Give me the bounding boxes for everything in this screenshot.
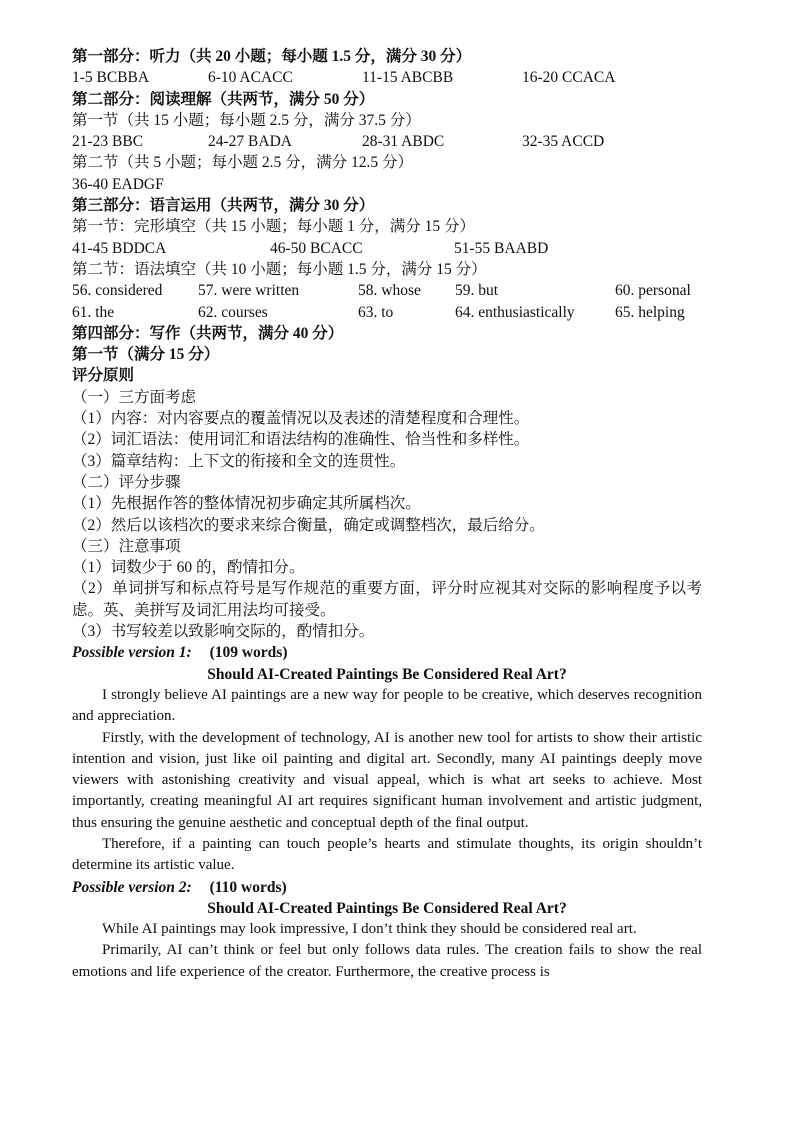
version1-essay: [72, 685, 702, 877]
part2-section1-answers: [72, 131, 702, 152]
part4-heading: 第四部分：写作（共两节，满分 40 分）: [72, 324, 344, 342]
version2-essay: [72, 919, 702, 983]
grammar-answer: 56. considered: [72, 282, 163, 300]
aspect-item: （2）词汇语法：使用词汇和语法结构的准确性、恰当性和多样性。: [72, 431, 530, 449]
essay-paragraph: Primarily, AI can’t think or feel but only follows data rules. The creation fails to show the real emotions and life experience of the creator. Furthermore, the creative process is: [72, 942, 702, 980]
grammar-answer: 65. helping: [615, 303, 685, 321]
notes-title: （三）注意事项: [72, 537, 181, 555]
step-item: （1）先根据作答的整体情况初步确定其所属档次。: [72, 495, 421, 513]
answer-group: 46-50 BCACC: [270, 239, 363, 257]
essay-paragraph: While AI paintings may look impressive, I don’t think they should be considered real art.: [102, 921, 637, 938]
grammar-answer: 62. courses: [198, 303, 268, 321]
answer-group: 11-15 ABCBB: [362, 69, 454, 87]
part2-section2-heading: 第二节（共 5 小题；每小题 2.5 分，满分 12.5 分）: [72, 154, 414, 172]
essay-paragraph: I strongly believe AI paintings are a new way for people to be creative, which deserves recognition and appreciation.: [72, 686, 702, 725]
scoring-principles-title: 评分原则: [72, 367, 135, 385]
grammar-answers-row1: [72, 280, 702, 301]
part2-section2-answer: 36-40 EADGF: [72, 175, 164, 193]
version1-word-count: (109 words): [209, 644, 288, 662]
part1-answers: [72, 67, 702, 88]
version2-label: Possible version 2:: [72, 878, 192, 896]
answer-group: 28-31 ABDC: [362, 133, 445, 151]
grammar-answer: 63. to: [358, 303, 394, 321]
version2-header: [72, 877, 702, 898]
version2-word-count: (110 words): [209, 878, 287, 896]
aspect-item: （1）内容：对内容要点的覆盖情况以及表述的清楚程度和合理性。: [72, 410, 530, 428]
answer-group: 16-20 CCACA: [522, 69, 616, 87]
part1-heading: 第一部分：听力（共 20 小题；每小题 1.5 分，满分 30 分）: [72, 48, 472, 65]
answer-group: 51-55 BAABD: [454, 239, 549, 257]
answer-group: 32-35 ACCD: [522, 133, 605, 151]
version1-header: [72, 642, 702, 663]
grammar-answer: 57. were written: [198, 282, 300, 300]
part3-section1-heading: 第一节：完形填空（共 15 小题；每小题 1 分，满分 15 分）: [72, 218, 476, 236]
aspects-title: （一）三方面考虑: [72, 388, 197, 406]
part4-section1-heading: 第一节（满分 15 分）: [72, 346, 220, 364]
aspect-item: （3）篇章结构：上下文的衔接和全文的连贯性。: [72, 452, 406, 470]
grammar-answer: 60. personal: [615, 282, 691, 300]
essay-paragraph: Therefore, if a painting can touch people’s hearts and stimulate thoughts, its origin shouldn’t determine its artistic value.: [72, 835, 702, 874]
note-item: （3）书写较差以致影响交际的，酌情扣分。: [72, 623, 375, 641]
version1-label: Possible version 1:: [72, 644, 192, 662]
part3-section1-answers: [72, 238, 702, 259]
part2-heading: 第二部分：阅读理解（共两节，满分 50 分）: [72, 90, 375, 108]
note-item: （2）单词拼写和标点符号是写作规范的重要方面，评分时应视其对交际的影响程度予以考虑。英、美拼写及词汇用法均可接受。: [72, 580, 702, 619]
part3-section2-heading: 第二节：语法填空（共 10 小题；每小题 1.5 分，满分 15 分）: [72, 260, 487, 278]
grammar-answer: 64. enthusiastically: [455, 303, 575, 321]
answer-group: 24-27 BADA: [208, 133, 292, 151]
grammar-answer: 59. but: [455, 282, 499, 300]
answer-group: 21-23 BBC: [72, 133, 144, 151]
steps-title: （二）评分步骤: [72, 473, 181, 491]
part2-section1-heading: 第一节（共 15 小题；每小题 2.5 分，满分 37.5 分）: [72, 111, 421, 129]
note-item: （1）词数少于 60 的，酌情扣分。: [72, 559, 305, 577]
version1-title: Should AI-Created Paintings Be Considered Real Art?: [207, 665, 567, 683]
step-item: （2）然后以该档次的要求来综合衡量，确定或调整档次，最后给分。: [72, 516, 545, 534]
answer-group: 1-5 BCBBA: [72, 69, 150, 87]
grammar-answer: 61. the: [72, 303, 115, 321]
answer-key-document: [72, 46, 702, 983]
version2-title: Should AI-Created Paintings Be Considered Real Art?: [207, 899, 567, 917]
answer-group: 6-10 ACACC: [208, 69, 293, 87]
grammar-answers-row2: [72, 302, 702, 323]
answer-group: 41-45 BDDCA: [72, 239, 167, 257]
part3-heading: 第三部分：语言运用（共两节，满分 30 分）: [72, 197, 375, 215]
essay-paragraph: Firstly, with the development of technology, AI is another new tool for artists to show their artistic intention and vision, just like oil painting and digital art. Secondly, many AI paintings deeply move viewers with astonishing creativity and visual appeal, which is what art seeks to achieve. Most importantly, creating meaningful AI art requires significant human involvement and artistic judgment, thus ensuring the genuine aesthetic and conceptual depth of the final output.: [72, 729, 702, 831]
grammar-answer: 58. whose: [358, 282, 421, 300]
